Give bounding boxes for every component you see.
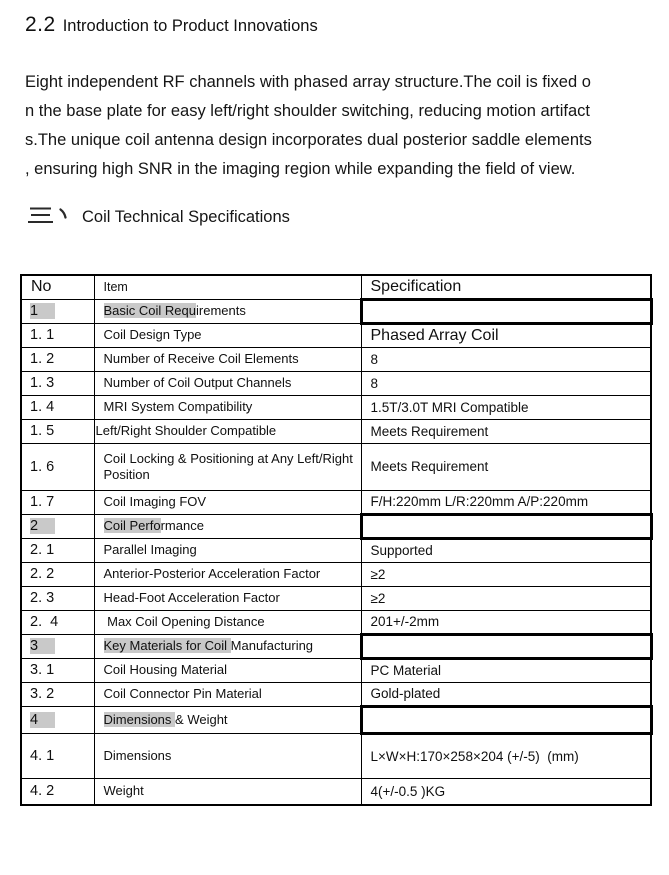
highlighted-section-number: 1 [30, 303, 55, 319]
row-item-cell: Dimensions [94, 733, 361, 778]
row-item-cell: Coil Housing Material [94, 658, 361, 682]
table-row [21, 490, 651, 514]
row-spec-cell: L×W×H:170×258×204 (+/-5) (mm) [361, 733, 651, 778]
row-item-cell: Coil Design Type [94, 323, 361, 347]
row-no-cell: 2. 4 [21, 610, 94, 634]
row-item-cell: Left/Right Shoulder Compatible [94, 419, 361, 443]
title-text: Introduction to Product Innovations [62, 17, 318, 35]
row-item-cell: Head-Foot Acceleration Factor [94, 586, 361, 610]
row-item-cell: Key Materials for Coil Manufacturing [94, 634, 361, 658]
row-item-cell: Coil Performance [94, 514, 361, 538]
row-item-cell: Dimensions & Weight [94, 706, 361, 733]
row-spec-cell: Meets Requirement [361, 419, 651, 443]
highlighted-section-number: 2 [30, 518, 55, 534]
table-row [21, 586, 651, 610]
row-spec-cell [361, 299, 651, 323]
header-no: No [21, 275, 94, 299]
table-row [21, 634, 651, 658]
table-row [21, 347, 651, 371]
header-item: Item [94, 275, 361, 299]
section-heading [25, 204, 669, 231]
table-row [21, 323, 651, 347]
row-item-cell: Weight [94, 778, 361, 805]
row-no-cell: 1. 3 [21, 371, 94, 395]
intro-paragraph [25, 68, 669, 184]
table-row [21, 610, 651, 634]
table-row [21, 419, 651, 443]
row-item-cell: Number of Receive Coil Elements [94, 347, 361, 371]
title-section-number: 2.2 [25, 13, 56, 36]
paragraph-line: Eight independent RF channels with phased array structure.The coil is fixed o [25, 73, 591, 91]
paragraph-line: n the base plate for easy left/right shoulder switching, reducing motion artifact [25, 102, 590, 120]
row-no-cell: 1. 2 [21, 347, 94, 371]
paragraph-line: s.The unique coil antenna design incorporates dual posterior saddle elements [25, 131, 592, 149]
table-row [21, 658, 651, 682]
row-no-cell: 1. 7 [21, 490, 94, 514]
page-title [25, 13, 669, 37]
row-spec-cell: Phased Array Coil [361, 323, 651, 347]
row-item-cell: Coil Imaging FOV [94, 490, 361, 514]
row-no-cell [21, 514, 94, 538]
row-no-cell: 3. 2 [21, 682, 94, 706]
row-spec-cell: 8 [361, 347, 651, 371]
highlighted-item-text: Key Materials for Coil [103, 638, 231, 653]
row-item-cell: MRI System Compatibility [94, 395, 361, 419]
table-row [21, 682, 651, 706]
row-spec-cell: 4(+/-0.5 )KG [361, 778, 651, 805]
table-row [21, 778, 651, 805]
row-spec-cell: 8 [361, 371, 651, 395]
row-item-cell: Number of Coil Output Channels [94, 371, 361, 395]
row-spec-cell [361, 706, 651, 733]
row-no-cell: 1. 6 [21, 443, 94, 490]
row-spec-cell: 1.5T/3.0T MRI Compatible [361, 395, 651, 419]
table-row [21, 538, 651, 562]
cjk-three-section-marker-icon [25, 204, 69, 231]
table-row [21, 562, 651, 586]
row-spec-cell: 201+/-2mm [361, 610, 651, 634]
table-row [21, 443, 651, 490]
table-row [21, 514, 651, 538]
header-specification: Specification [361, 275, 651, 299]
highlighted-item-text: Basic Coil Requ [103, 303, 196, 318]
table-row [21, 371, 651, 395]
row-no-cell: 3. 1 [21, 658, 94, 682]
row-no-cell: 2. 2 [21, 562, 94, 586]
row-spec-cell: Supported [361, 538, 651, 562]
row-no-cell: 2. 1 [21, 538, 94, 562]
row-spec-cell: F/H:220mm L/R:220mm A/P:220mm [361, 490, 651, 514]
row-no-cell [21, 706, 94, 733]
table-header-row [21, 275, 651, 299]
row-spec-cell [361, 514, 651, 538]
row-spec-cell: PC Material [361, 658, 651, 682]
row-no-cell: 4. 1 [21, 733, 94, 778]
row-no-cell [21, 299, 94, 323]
row-no-cell: 1. 1 [21, 323, 94, 347]
paragraph-line: , ensuring high SNR in the imaging region while expanding the field of view. [25, 160, 576, 178]
row-spec-cell: ≥2 [361, 586, 651, 610]
table-row [21, 733, 651, 778]
row-no-cell: 1. 5 [21, 419, 94, 443]
row-spec-cell [361, 634, 651, 658]
row-item-cell: Parallel Imaging [94, 538, 361, 562]
row-item-cell: Coil Locking & Positioning at Any Left/Right Position [94, 443, 361, 490]
table-row [21, 299, 651, 323]
row-item-cell: Max Coil Opening Distance [94, 610, 361, 634]
highlighted-section-number: 3 [30, 638, 55, 654]
highlighted-item-text: Dimensions [103, 711, 176, 727]
table-row [21, 706, 651, 733]
row-no-cell: 4. 2 [21, 778, 94, 805]
row-no-cell [21, 634, 94, 658]
section-heading-text: Coil Technical Specifications [82, 208, 290, 226]
spec-table-body [21, 299, 651, 805]
row-spec-cell: Gold-plated [361, 682, 651, 706]
row-spec-cell: Meets Requirement [361, 443, 651, 490]
table-row [21, 395, 651, 419]
highlighted-section-number: 4 [30, 712, 55, 728]
row-item-cell: Coil Connector Pin Material [94, 682, 361, 706]
row-item-cell: Anterior-Posterior Acceleration Factor [94, 562, 361, 586]
highlighted-item-text: Coil Perfo [103, 518, 161, 533]
spec-table [20, 274, 653, 806]
row-no-cell: 1. 4 [21, 395, 94, 419]
row-no-cell: 2. 3 [21, 586, 94, 610]
row-item-cell: Basic Coil Requirements [94, 299, 361, 323]
row-spec-cell: ≥2 [361, 562, 651, 586]
